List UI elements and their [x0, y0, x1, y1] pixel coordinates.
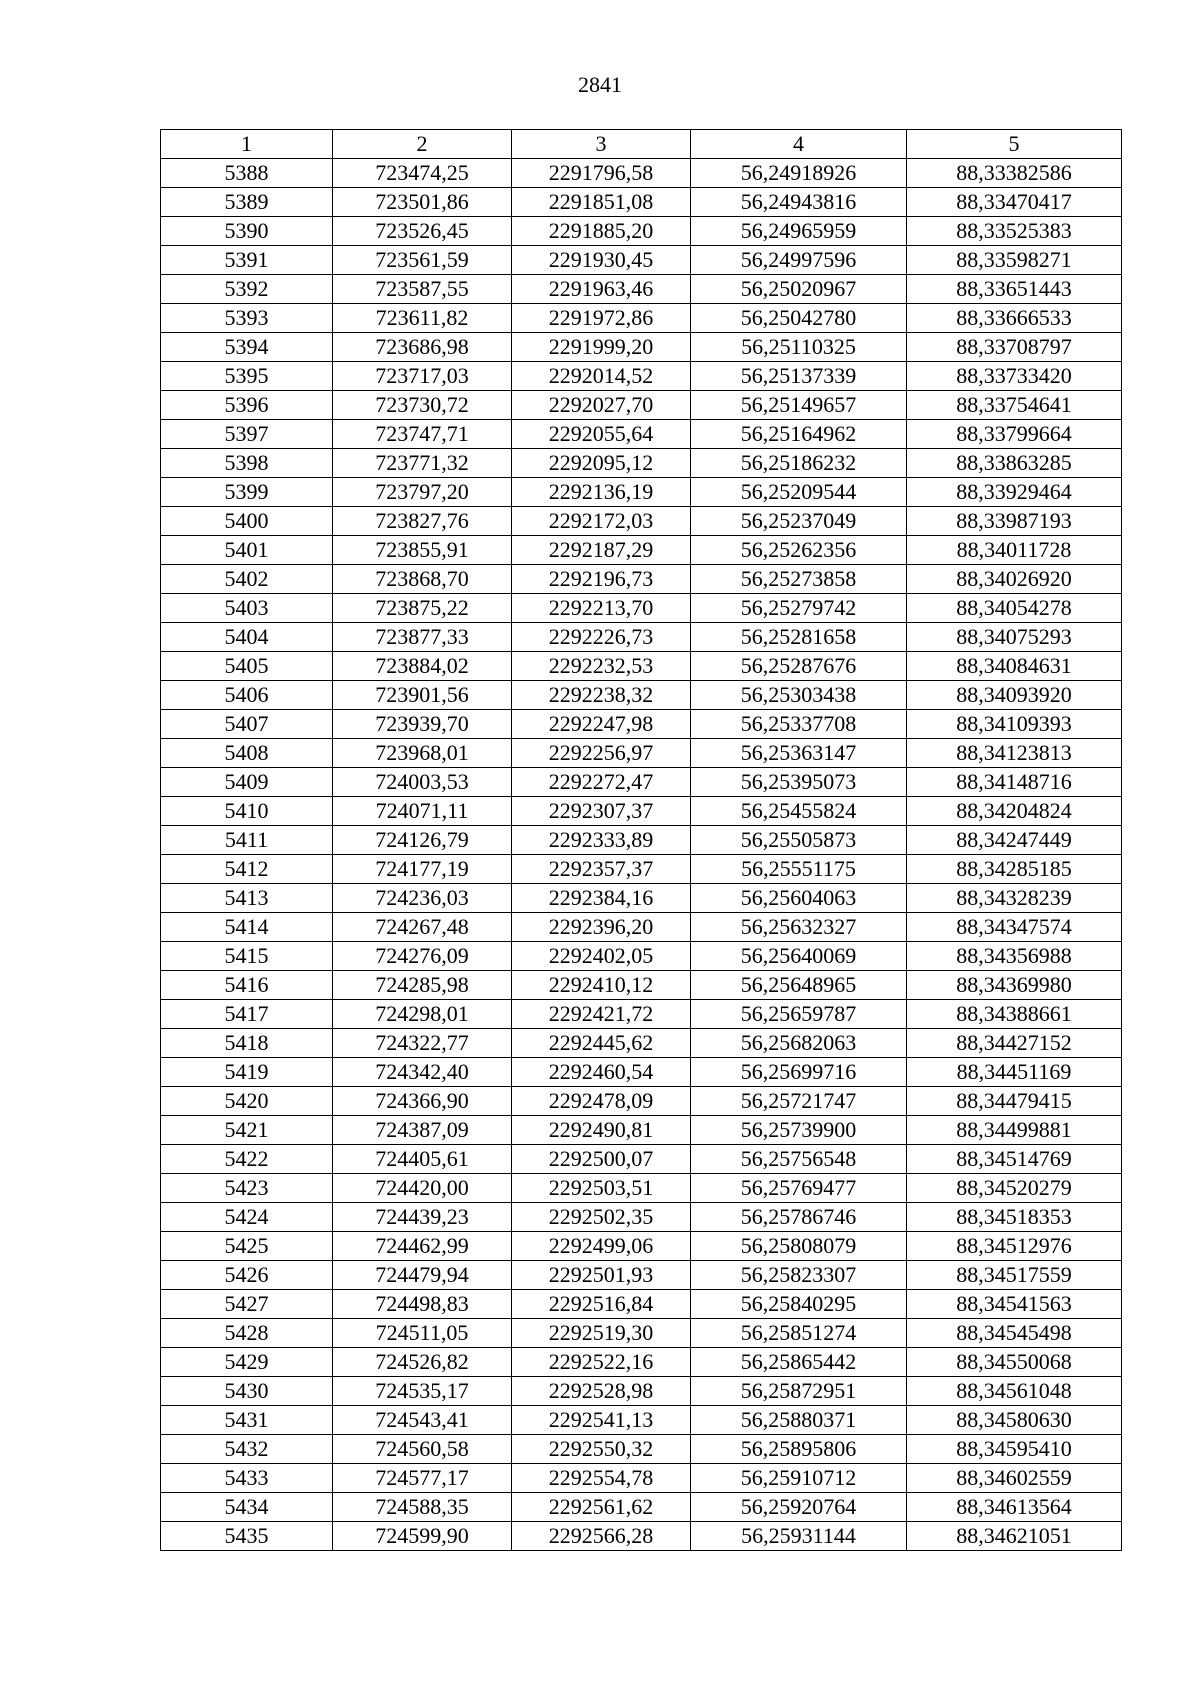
point-number-cell: 5394	[161, 333, 333, 362]
table-row	[161, 217, 1122, 246]
longitude-cell: 88,34247449	[907, 826, 1122, 855]
x-coordinate-cell: 724366,90	[333, 1087, 512, 1116]
x-coordinate-cell: 724267,48	[333, 913, 512, 942]
longitude-cell: 88,34148716	[907, 768, 1122, 797]
x-coordinate-cell: 723747,71	[333, 420, 512, 449]
longitude-cell: 88,33799664	[907, 420, 1122, 449]
longitude-cell: 88,34054278	[907, 594, 1122, 623]
latitude-cell: 56,25303438	[691, 681, 907, 710]
table-row	[161, 942, 1122, 971]
latitude-cell: 56,25237049	[691, 507, 907, 536]
latitude-cell: 56,25895806	[691, 1435, 907, 1464]
x-coordinate-cell: 724599,90	[333, 1522, 512, 1551]
latitude-cell: 56,25739900	[691, 1116, 907, 1145]
table-row	[161, 1493, 1122, 1522]
point-number-cell: 5392	[161, 275, 333, 304]
latitude-cell: 56,25931144	[691, 1522, 907, 1551]
latitude-cell: 56,24965959	[691, 217, 907, 246]
x-coordinate-cell: 723968,01	[333, 739, 512, 768]
x-coordinate-cell: 724588,35	[333, 1493, 512, 1522]
table-row	[161, 855, 1122, 884]
y-coordinate-cell: 2292333,89	[512, 826, 691, 855]
table-row	[161, 1290, 1122, 1319]
table-row	[161, 623, 1122, 652]
point-number-cell: 5390	[161, 217, 333, 246]
point-number-cell: 5422	[161, 1145, 333, 1174]
longitude-cell: 88,34512976	[907, 1232, 1122, 1261]
x-coordinate-cell: 723827,76	[333, 507, 512, 536]
y-coordinate-cell: 2292384,16	[512, 884, 691, 913]
point-number-cell: 5397	[161, 420, 333, 449]
table-row	[161, 1319, 1122, 1348]
y-coordinate-cell: 2292027,70	[512, 391, 691, 420]
x-coordinate-cell: 724560,58	[333, 1435, 512, 1464]
y-coordinate-cell: 2292136,19	[512, 478, 691, 507]
x-coordinate-cell: 724439,23	[333, 1203, 512, 1232]
point-number-cell: 5395	[161, 362, 333, 391]
longitude-cell: 88,33863285	[907, 449, 1122, 478]
point-number-cell: 5420	[161, 1087, 333, 1116]
longitude-cell: 88,34204824	[907, 797, 1122, 826]
latitude-cell: 56,25920764	[691, 1493, 907, 1522]
latitude-cell: 56,25186232	[691, 449, 907, 478]
point-number-cell: 5419	[161, 1058, 333, 1087]
longitude-cell: 88,34427152	[907, 1029, 1122, 1058]
table-row	[161, 275, 1122, 304]
point-number-cell: 5423	[161, 1174, 333, 1203]
y-coordinate-cell: 2292247,98	[512, 710, 691, 739]
point-number-cell: 5418	[161, 1029, 333, 1058]
table-row	[161, 1145, 1122, 1174]
latitude-cell: 56,25769477	[691, 1174, 907, 1203]
latitude-cell: 56,25279742	[691, 594, 907, 623]
point-number-cell: 5415	[161, 942, 333, 971]
table-row	[161, 1464, 1122, 1493]
y-coordinate-cell: 2292490,81	[512, 1116, 691, 1145]
y-coordinate-cell: 2292522,16	[512, 1348, 691, 1377]
table-row	[161, 159, 1122, 188]
latitude-cell: 56,25363147	[691, 739, 907, 768]
header-row	[161, 130, 1122, 159]
y-coordinate-cell: 2292196,73	[512, 565, 691, 594]
x-coordinate-cell: 724577,17	[333, 1464, 512, 1493]
latitude-cell: 56,25648965	[691, 971, 907, 1000]
latitude-cell: 56,25721747	[691, 1087, 907, 1116]
y-coordinate-cell: 2292307,37	[512, 797, 691, 826]
latitude-cell: 56,25209544	[691, 478, 907, 507]
y-coordinate-cell: 2292519,30	[512, 1319, 691, 1348]
table-row	[161, 884, 1122, 913]
table-row	[161, 536, 1122, 565]
latitude-cell: 56,25110325	[691, 333, 907, 362]
y-coordinate-cell: 2292213,70	[512, 594, 691, 623]
table-row	[161, 1087, 1122, 1116]
point-number-cell: 5388	[161, 159, 333, 188]
latitude-cell: 56,25137339	[691, 362, 907, 391]
longitude-cell: 88,34541563	[907, 1290, 1122, 1319]
longitude-cell: 88,33708797	[907, 333, 1122, 362]
y-coordinate-cell: 2291885,20	[512, 217, 691, 246]
point-number-cell: 5391	[161, 246, 333, 275]
y-coordinate-cell: 2292402,05	[512, 942, 691, 971]
y-coordinate-cell: 2292528,98	[512, 1377, 691, 1406]
x-coordinate-cell: 723884,02	[333, 652, 512, 681]
longitude-cell: 88,34356988	[907, 942, 1122, 971]
latitude-cell: 56,25840295	[691, 1290, 907, 1319]
y-coordinate-cell: 2292503,51	[512, 1174, 691, 1203]
x-coordinate-cell: 724498,83	[333, 1290, 512, 1319]
x-coordinate-cell: 724526,82	[333, 1348, 512, 1377]
point-number-cell: 5427	[161, 1290, 333, 1319]
table-row	[161, 1232, 1122, 1261]
table-row	[161, 710, 1122, 739]
x-coordinate-cell: 723855,91	[333, 536, 512, 565]
point-number-cell: 5407	[161, 710, 333, 739]
y-coordinate-cell: 2292460,54	[512, 1058, 691, 1087]
longitude-cell: 88,34075293	[907, 623, 1122, 652]
latitude-cell: 56,25808079	[691, 1232, 907, 1261]
longitude-cell: 88,34561048	[907, 1377, 1122, 1406]
x-coordinate-cell: 724298,01	[333, 1000, 512, 1029]
longitude-cell: 88,33598271	[907, 246, 1122, 275]
y-coordinate-cell: 2291999,20	[512, 333, 691, 362]
y-coordinate-cell: 2292541,13	[512, 1406, 691, 1435]
latitude-cell: 56,25659787	[691, 1000, 907, 1029]
table-row	[161, 1000, 1122, 1029]
x-coordinate-cell: 723877,33	[333, 623, 512, 652]
table-row	[161, 652, 1122, 681]
x-coordinate-cell: 724420,00	[333, 1174, 512, 1203]
longitude-cell: 88,34580630	[907, 1406, 1122, 1435]
table-body	[161, 159, 1122, 1551]
column-header-5: 5	[907, 130, 1122, 159]
table-row	[161, 594, 1122, 623]
point-number-cell: 5433	[161, 1464, 333, 1493]
point-number-cell: 5399	[161, 478, 333, 507]
x-coordinate-cell: 724462,99	[333, 1232, 512, 1261]
table-row	[161, 971, 1122, 1000]
latitude-cell: 56,25395073	[691, 768, 907, 797]
y-coordinate-cell: 2292410,12	[512, 971, 691, 1000]
point-number-cell: 5412	[161, 855, 333, 884]
longitude-cell: 88,34621051	[907, 1522, 1122, 1551]
x-coordinate-cell: 724387,09	[333, 1116, 512, 1145]
latitude-cell: 56,25287676	[691, 652, 907, 681]
table-row	[161, 246, 1122, 275]
table-row	[161, 1261, 1122, 1290]
x-coordinate-cell: 723587,55	[333, 275, 512, 304]
y-coordinate-cell: 2292357,37	[512, 855, 691, 884]
point-number-cell: 5428	[161, 1319, 333, 1348]
table-row	[161, 391, 1122, 420]
latitude-cell: 56,25505873	[691, 826, 907, 855]
longitude-cell: 88,34109393	[907, 710, 1122, 739]
point-number-cell: 5431	[161, 1406, 333, 1435]
column-header-4: 4	[691, 130, 907, 159]
point-number-cell: 5416	[161, 971, 333, 1000]
table-row	[161, 681, 1122, 710]
latitude-cell: 56,25699716	[691, 1058, 907, 1087]
y-coordinate-cell: 2292172,03	[512, 507, 691, 536]
x-coordinate-cell: 723797,20	[333, 478, 512, 507]
x-coordinate-cell: 724479,94	[333, 1261, 512, 1290]
point-number-cell: 5401	[161, 536, 333, 565]
point-number-cell: 5409	[161, 768, 333, 797]
longitude-cell: 88,34518353	[907, 1203, 1122, 1232]
table-row	[161, 1435, 1122, 1464]
point-number-cell: 5405	[161, 652, 333, 681]
y-coordinate-cell: 2292014,52	[512, 362, 691, 391]
longitude-cell: 88,34520279	[907, 1174, 1122, 1203]
table-row	[161, 826, 1122, 855]
table-row	[161, 449, 1122, 478]
table-row	[161, 362, 1122, 391]
y-coordinate-cell: 2292478,09	[512, 1087, 691, 1116]
table-row	[161, 1174, 1122, 1203]
latitude-cell: 56,25281658	[691, 623, 907, 652]
y-coordinate-cell: 2292561,62	[512, 1493, 691, 1522]
x-coordinate-cell: 723526,45	[333, 217, 512, 246]
table-row	[161, 739, 1122, 768]
point-number-cell: 5410	[161, 797, 333, 826]
longitude-cell: 88,34451169	[907, 1058, 1122, 1087]
column-header-1: 1	[161, 130, 333, 159]
latitude-cell: 56,25337708	[691, 710, 907, 739]
x-coordinate-cell: 723730,72	[333, 391, 512, 420]
column-header-3: 3	[512, 130, 691, 159]
x-coordinate-cell: 723561,59	[333, 246, 512, 275]
point-number-cell: 5414	[161, 913, 333, 942]
y-coordinate-cell: 2292055,64	[512, 420, 691, 449]
x-coordinate-cell: 723939,70	[333, 710, 512, 739]
point-number-cell: 5411	[161, 826, 333, 855]
latitude-cell: 56,24997596	[691, 246, 907, 275]
point-number-cell: 5403	[161, 594, 333, 623]
y-coordinate-cell: 2292516,84	[512, 1290, 691, 1319]
point-number-cell: 5429	[161, 1348, 333, 1377]
x-coordinate-cell: 724405,61	[333, 1145, 512, 1174]
y-coordinate-cell: 2292272,47	[512, 768, 691, 797]
latitude-cell: 56,25910712	[691, 1464, 907, 1493]
longitude-cell: 88,34328239	[907, 884, 1122, 913]
y-coordinate-cell: 2292550,32	[512, 1435, 691, 1464]
table-row	[161, 1058, 1122, 1087]
x-coordinate-cell: 723868,70	[333, 565, 512, 594]
latitude-cell: 56,25149657	[691, 391, 907, 420]
latitude-cell: 56,25604063	[691, 884, 907, 913]
x-coordinate-cell: 724003,53	[333, 768, 512, 797]
longitude-cell: 88,33929464	[907, 478, 1122, 507]
latitude-cell: 56,25786746	[691, 1203, 907, 1232]
point-number-cell: 5408	[161, 739, 333, 768]
x-coordinate-cell: 724511,05	[333, 1319, 512, 1348]
longitude-cell: 88,34369980	[907, 971, 1122, 1000]
point-number-cell: 5432	[161, 1435, 333, 1464]
table-row	[161, 768, 1122, 797]
latitude-cell: 56,25865442	[691, 1348, 907, 1377]
y-coordinate-cell: 2292499,06	[512, 1232, 691, 1261]
latitude-cell: 56,25756548	[691, 1145, 907, 1174]
point-number-cell: 5398	[161, 449, 333, 478]
y-coordinate-cell: 2292187,29	[512, 536, 691, 565]
table-row	[161, 565, 1122, 594]
longitude-cell: 88,34602559	[907, 1464, 1122, 1493]
y-coordinate-cell: 2292232,53	[512, 652, 691, 681]
table-row	[161, 913, 1122, 942]
column-header-2: 2	[333, 130, 512, 159]
longitude-cell: 88,34285185	[907, 855, 1122, 884]
latitude-cell: 56,25455824	[691, 797, 907, 826]
latitude-cell: 56,24943816	[691, 188, 907, 217]
longitude-cell: 88,34123813	[907, 739, 1122, 768]
y-coordinate-cell: 2292396,20	[512, 913, 691, 942]
longitude-cell: 88,34479415	[907, 1087, 1122, 1116]
latitude-cell: 56,25632327	[691, 913, 907, 942]
latitude-cell: 56,25042780	[691, 304, 907, 333]
table-row	[161, 1348, 1122, 1377]
longitude-cell: 88,34026920	[907, 565, 1122, 594]
latitude-cell: 56,24918926	[691, 159, 907, 188]
y-coordinate-cell: 2292226,73	[512, 623, 691, 652]
x-coordinate-cell: 724236,03	[333, 884, 512, 913]
longitude-cell: 88,33651443	[907, 275, 1122, 304]
latitude-cell: 56,25164962	[691, 420, 907, 449]
longitude-cell: 88,33733420	[907, 362, 1122, 391]
latitude-cell: 56,25273858	[691, 565, 907, 594]
longitude-cell: 88,34550068	[907, 1348, 1122, 1377]
table-row	[161, 1203, 1122, 1232]
point-number-cell: 5434	[161, 1493, 333, 1522]
longitude-cell: 88,34517559	[907, 1261, 1122, 1290]
x-coordinate-cell: 723771,32	[333, 449, 512, 478]
longitude-cell: 88,34545498	[907, 1319, 1122, 1348]
point-number-cell: 5426	[161, 1261, 333, 1290]
y-coordinate-cell: 2291972,86	[512, 304, 691, 333]
longitude-cell: 88,33987193	[907, 507, 1122, 536]
x-coordinate-cell: 723611,82	[333, 304, 512, 333]
x-coordinate-cell: 723474,25	[333, 159, 512, 188]
longitude-cell: 88,34011728	[907, 536, 1122, 565]
y-coordinate-cell: 2292095,12	[512, 449, 691, 478]
y-coordinate-cell: 2292501,93	[512, 1261, 691, 1290]
table-row	[161, 507, 1122, 536]
point-number-cell: 5406	[161, 681, 333, 710]
longitude-cell: 88,34347574	[907, 913, 1122, 942]
table-row	[161, 797, 1122, 826]
y-coordinate-cell: 2292256,97	[512, 739, 691, 768]
coordinates-table	[160, 129, 1122, 1551]
table-row	[161, 188, 1122, 217]
y-coordinate-cell: 2291963,46	[512, 275, 691, 304]
point-number-cell: 5400	[161, 507, 333, 536]
x-coordinate-cell: 723686,98	[333, 333, 512, 362]
point-number-cell: 5424	[161, 1203, 333, 1232]
latitude-cell: 56,25880371	[691, 1406, 907, 1435]
point-number-cell: 5435	[161, 1522, 333, 1551]
latitude-cell: 56,25823307	[691, 1261, 907, 1290]
x-coordinate-cell: 724535,17	[333, 1377, 512, 1406]
point-number-cell: 5421	[161, 1116, 333, 1145]
latitude-cell: 56,25640069	[691, 942, 907, 971]
longitude-cell: 88,34613564	[907, 1493, 1122, 1522]
table-row	[161, 478, 1122, 507]
x-coordinate-cell: 724126,79	[333, 826, 512, 855]
table-row	[161, 333, 1122, 362]
longitude-cell: 88,34514769	[907, 1145, 1122, 1174]
x-coordinate-cell: 724543,41	[333, 1406, 512, 1435]
table-row	[161, 1522, 1122, 1551]
latitude-cell: 56,25020967	[691, 275, 907, 304]
table-row	[161, 1406, 1122, 1435]
y-coordinate-cell: 2292554,78	[512, 1464, 691, 1493]
y-coordinate-cell: 2291930,45	[512, 246, 691, 275]
latitude-cell: 56,25872951	[691, 1377, 907, 1406]
y-coordinate-cell: 2292500,07	[512, 1145, 691, 1174]
point-number-cell: 5389	[161, 188, 333, 217]
longitude-cell: 88,34093920	[907, 681, 1122, 710]
point-number-cell: 5396	[161, 391, 333, 420]
longitude-cell: 88,34499881	[907, 1116, 1122, 1145]
latitude-cell: 56,25682063	[691, 1029, 907, 1058]
y-coordinate-cell: 2292502,35	[512, 1203, 691, 1232]
x-coordinate-cell: 724322,77	[333, 1029, 512, 1058]
longitude-cell: 88,33525383	[907, 217, 1122, 246]
x-coordinate-cell: 724285,98	[333, 971, 512, 1000]
table-row	[161, 1029, 1122, 1058]
x-coordinate-cell: 723717,03	[333, 362, 512, 391]
point-number-cell: 5402	[161, 565, 333, 594]
longitude-cell: 88,33382586	[907, 159, 1122, 188]
y-coordinate-cell: 2292566,28	[512, 1522, 691, 1551]
x-coordinate-cell: 724071,11	[333, 797, 512, 826]
y-coordinate-cell: 2292445,62	[512, 1029, 691, 1058]
point-number-cell: 5393	[161, 304, 333, 333]
y-coordinate-cell: 2291796,58	[512, 159, 691, 188]
y-coordinate-cell: 2292238,32	[512, 681, 691, 710]
point-number-cell: 5430	[161, 1377, 333, 1406]
latitude-cell: 56,25551175	[691, 855, 907, 884]
x-coordinate-cell: 723901,56	[333, 681, 512, 710]
longitude-cell: 88,34084631	[907, 652, 1122, 681]
table-row	[161, 1116, 1122, 1145]
point-number-cell: 5404	[161, 623, 333, 652]
x-coordinate-cell: 723875,22	[333, 594, 512, 623]
y-coordinate-cell: 2292421,72	[512, 1000, 691, 1029]
page-number: 2841	[578, 72, 622, 97]
point-number-cell: 5425	[161, 1232, 333, 1261]
longitude-cell: 88,33666533	[907, 304, 1122, 333]
point-number-cell: 5417	[161, 1000, 333, 1029]
x-coordinate-cell: 724276,09	[333, 942, 512, 971]
longitude-cell: 88,33470417	[907, 188, 1122, 217]
table-header	[161, 130, 1122, 159]
longitude-cell: 88,34388661	[907, 1000, 1122, 1029]
x-coordinate-cell: 723501,86	[333, 188, 512, 217]
latitude-cell: 56,25262356	[691, 536, 907, 565]
longitude-cell: 88,33754641	[907, 391, 1122, 420]
latitude-cell: 56,25851274	[691, 1319, 907, 1348]
x-coordinate-cell: 724177,19	[333, 855, 512, 884]
y-coordinate-cell: 2291851,08	[512, 188, 691, 217]
table-row	[161, 1377, 1122, 1406]
table-row	[161, 304, 1122, 333]
x-coordinate-cell: 724342,40	[333, 1058, 512, 1087]
longitude-cell: 88,34595410	[907, 1435, 1122, 1464]
point-number-cell: 5413	[161, 884, 333, 913]
table-row	[161, 420, 1122, 449]
